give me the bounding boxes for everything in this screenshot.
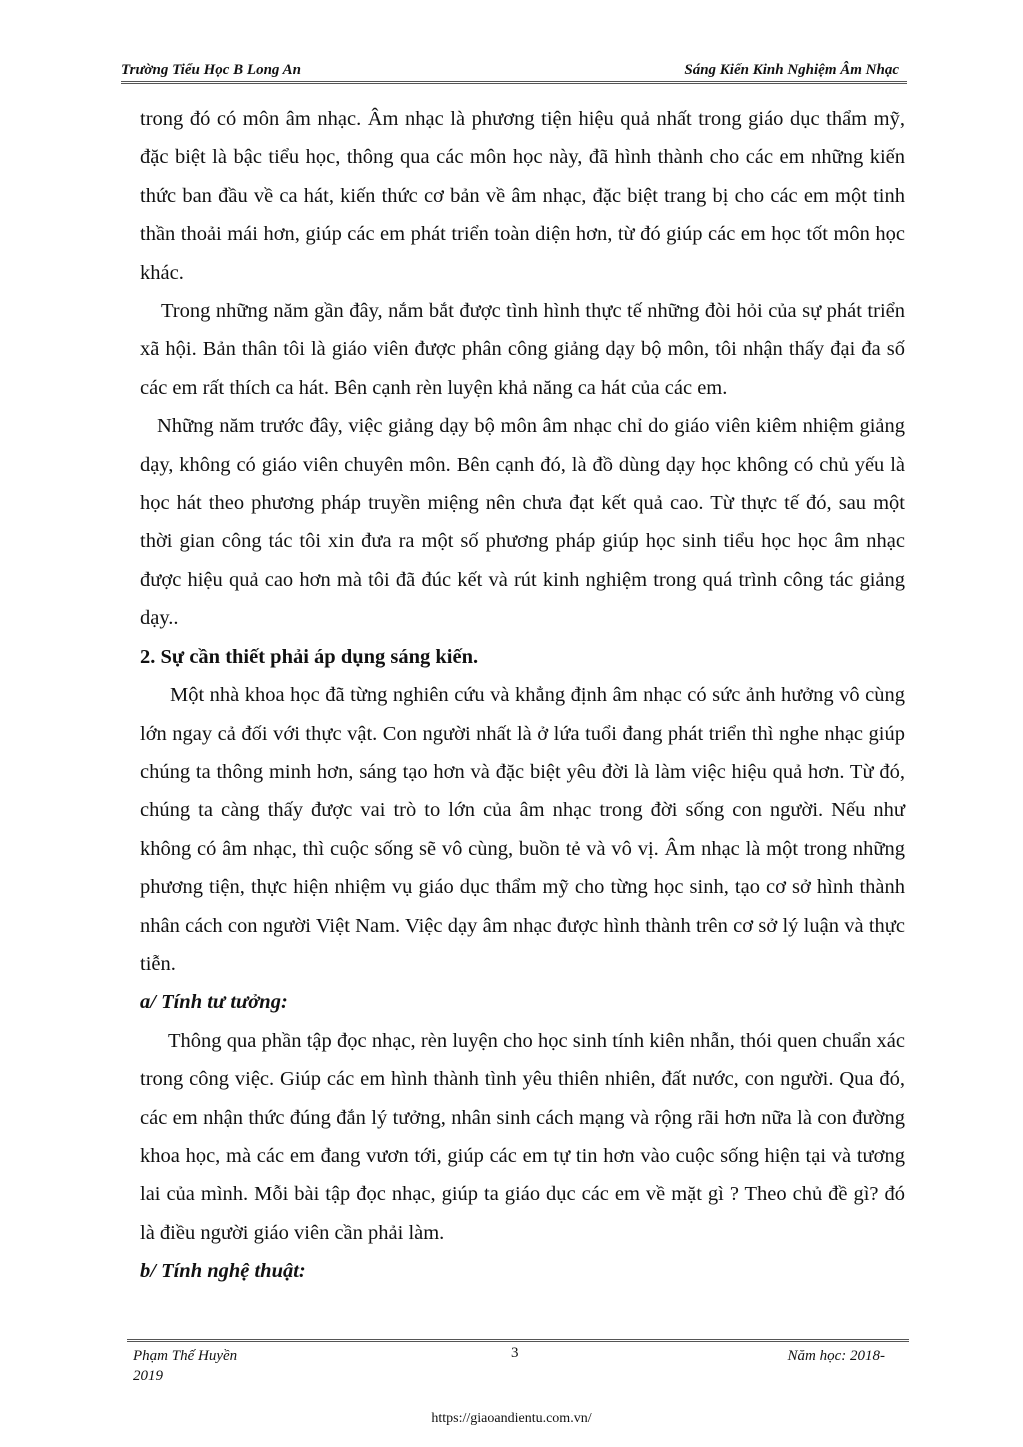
paragraph-3: Những năm trước đây, việc giảng dạy bộ môn âm nhạc chỉ do giáo viên kiêm nhiệm giảng dạy, không có giáo viên chuyên môn. Bên cạnh đó, là đồ dùng dạy học không có chủ yếu là học hát theo phương pháp truyền miệng nên chưa đạt kết quả cao. Từ thực tế đó, sau một thời gian công tác tôi xin đưa ra một số phương pháp giúp học sinh tiểu học học âm nhạc được hiệu quả cao hơn mà tôi đã đúc kết và rút kinh nghiệm trong quá trình công tác giảng dạy.. bbox=[140, 415, 905, 630]
page-footer bbox=[131, 1345, 911, 1387]
page-header bbox=[121, 60, 907, 82]
footer-author: Phạm Thế Huyền bbox=[133, 1348, 238, 1364]
section-heading-2: 2. Sự cần thiết phải áp dụng sáng kiến. bbox=[140, 645, 479, 668]
source-url[interactable]: https://giaoandientu.com.vn/ bbox=[431, 1411, 592, 1426]
paragraph-2: Trong những năm gần đây, nắm bắt được tình hình thực tế những đòi hỏi của sự phát triển xã hội. Bản thân tôi là giáo viên được phân công giảng dạy bộ môn, tôi nhận thấy đại đa số các em rất thích ca hát. Bên cạnh rèn luyện khả năng ca hát của các em. bbox=[140, 300, 905, 399]
page-number: 3 bbox=[511, 1345, 519, 1361]
paragraph-1: trong đó có môn âm nhạc. Âm nhạc là phương tiện hiệu quả nhất trong giáo dục thẩm mỹ, đặc biệt là bậc tiểu học, thông qua các môn học này, đã hình thành cho các em những kiến thức ban đầu về ca hát, kiến thức cơ bản về âm nhạc, đặc biệt trang bị cho các em một tinh thần thoải mái hơn, giúp các em phát triển toàn diện hơn, từ đó giúp các em học tốt môn học khác. bbox=[140, 108, 905, 284]
header-title: Sáng Kiến Kinh Nghiệm Âm Nhạc bbox=[684, 62, 899, 78]
footer-school-year-cont: 2019 bbox=[133, 1368, 163, 1384]
subheading-a: a/ Tính tư tưởng: bbox=[140, 991, 288, 1014]
footer-school-year: Năm học: 2018- bbox=[787, 1348, 885, 1364]
subheading-b: b/ Tính nghệ thuật: bbox=[140, 1260, 306, 1283]
footer-rule bbox=[127, 1339, 909, 1342]
header-rule bbox=[121, 81, 907, 84]
paragraph-4: Một nhà khoa học đã từng nghiên cứu và khẳng định âm nhạc có sức ảnh hưởng vô cùng lớn ngay cả đối với thực vật. Con người nhất là ở lứa tuổi đang phát triển thì nghe nhạc giúp chúng ta thông minh hơn, sáng tạo hơn và đặc biệt yêu đời là làm việc hiệu quả hơn. Từ đó, chúng ta càng thấy được vai trò to lớn của âm nhạc trong đời sống con người. Nếu như không có âm nhạc, thì cuộc sống sẽ vô cùng, buồn tẻ và vô vị. Âm nhạc là một trong những phương tiện, thực hiện nhiệm vụ giáo dục thẩm mỹ cho từng học sinh, tạo cơ sở hình thành nhân cách con người Việt Nam. Việc dạy âm nhạc được hình thành trên cơ sở lý luận và thực tiễn. bbox=[140, 684, 905, 975]
header-school: Trường Tiểu Học B Long An bbox=[121, 62, 301, 78]
paragraph-5: Thông qua phần tập đọc nhạc, rèn luyện cho học sinh tính kiên nhẫn, thói quen chuẩn xác trong công việc. Giúp các em hình thành tình yêu thiên nhiên, đất nước, con người. Qua đó, các em nhận thức đúng đắn lý tưởng, nhân sinh cách mạng và rộng rãi hơn nữa là con đường khoa học, mà các em đang vươn tới, giúp các em tự tin hơn vào cuộc sống hiện tại và tương lai của mình. Mỗi bài tập đọc nhạc, giúp ta giáo dục các em về mặt gì ? Theo chủ đề gì? đó là điều người giáo viên cần phải làm. bbox=[140, 1029, 905, 1244]
document-body bbox=[140, 100, 905, 1291]
